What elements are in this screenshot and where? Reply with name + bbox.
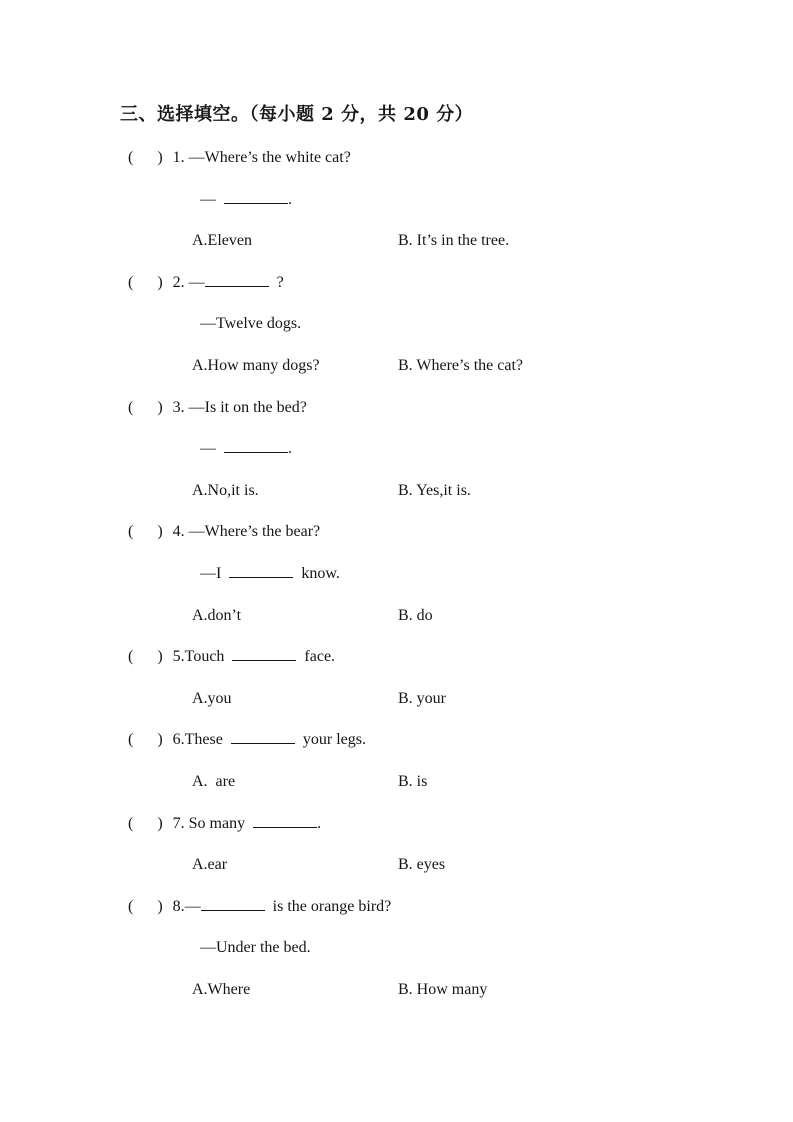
answer-paren-open: ( bbox=[128, 523, 134, 541]
fill-blank bbox=[232, 644, 296, 661]
option-b: B. Yes,it is. bbox=[398, 481, 471, 499]
answer-line bbox=[0, 179, 793, 221]
option-b: B. Where’s the cat? bbox=[398, 356, 523, 374]
answer-paren-close: ) bbox=[157, 897, 163, 915]
option-a: A.don’t bbox=[192, 606, 242, 624]
answer-paren-close: ) bbox=[157, 273, 163, 291]
option-a: A. are bbox=[192, 772, 236, 790]
question-5 bbox=[0, 636, 793, 719]
answer-paren-close: ) bbox=[157, 398, 163, 416]
option-b: B. How many bbox=[398, 980, 488, 998]
option-b: B. is bbox=[398, 772, 428, 790]
question-text: 3. —Is it on the bed? bbox=[172, 398, 307, 416]
options-line bbox=[0, 844, 793, 886]
options-line bbox=[0, 345, 793, 387]
answer-paren-close: ) bbox=[157, 648, 163, 666]
question-8 bbox=[0, 886, 793, 1011]
fill-blank bbox=[205, 270, 269, 287]
options-line bbox=[0, 969, 793, 1011]
question-text: 5.Touch bbox=[172, 648, 233, 666]
question-line bbox=[0, 511, 793, 553]
answer-paren-close: ) bbox=[157, 523, 163, 541]
question-text: . bbox=[317, 814, 322, 832]
question-text: is the orange bird? bbox=[264, 897, 392, 915]
option-a: A.ear bbox=[192, 856, 228, 874]
fill-blank bbox=[253, 811, 317, 828]
answer-text: — bbox=[200, 440, 224, 458]
options-line bbox=[0, 220, 793, 262]
question-6 bbox=[0, 719, 793, 802]
question-4 bbox=[0, 511, 793, 636]
answer-text: . bbox=[288, 440, 292, 458]
option-a: A.No,it is. bbox=[192, 481, 259, 499]
question-7 bbox=[0, 803, 793, 886]
answer-paren-close: ) bbox=[157, 814, 163, 832]
answer-paren-close: ) bbox=[157, 149, 163, 166]
options-line bbox=[0, 761, 793, 803]
option-a: A.How many dogs? bbox=[192, 356, 320, 374]
option-b: B. your bbox=[398, 689, 446, 707]
question-2 bbox=[0, 262, 793, 387]
fill-blank bbox=[224, 436, 288, 453]
question-text: 1. —Where’s the white cat? bbox=[172, 149, 351, 166]
answer-paren-open: ( bbox=[128, 273, 134, 291]
questions-container bbox=[0, 137, 793, 1010]
options-line bbox=[0, 470, 793, 512]
answer-paren-open: ( bbox=[128, 149, 134, 166]
answer-line bbox=[0, 927, 793, 969]
question-line bbox=[0, 719, 793, 761]
answer-text: — bbox=[200, 190, 224, 208]
answer-text: . bbox=[288, 190, 292, 208]
question-text: 4. —Where’s the bear? bbox=[172, 523, 321, 541]
question-text: your legs. bbox=[294, 731, 366, 749]
question-text: face. bbox=[296, 648, 336, 666]
option-a: A.Where bbox=[192, 980, 251, 998]
answer-line bbox=[0, 428, 793, 470]
question-text: 6.These bbox=[172, 731, 231, 749]
question-line bbox=[0, 262, 793, 304]
answer-paren-open: ( bbox=[128, 897, 134, 915]
answer-text: —Twelve dogs. bbox=[200, 315, 302, 333]
answer-line bbox=[0, 303, 793, 345]
question-text: 2. — bbox=[172, 273, 205, 291]
answer-paren-open: ( bbox=[128, 731, 134, 749]
options-line bbox=[0, 678, 793, 720]
fill-blank bbox=[231, 727, 295, 744]
option-b: B. do bbox=[398, 606, 433, 624]
answer-text: know. bbox=[293, 564, 340, 582]
question-text: 8.— bbox=[172, 897, 201, 915]
answer-paren-open: ( bbox=[128, 398, 134, 416]
question-text: ? bbox=[268, 273, 284, 291]
answer-paren-open: ( bbox=[128, 814, 134, 832]
question-text: 7. So many bbox=[172, 814, 254, 832]
question-line bbox=[0, 803, 793, 845]
option-b: B. It’s in the tree. bbox=[398, 232, 510, 250]
option-b: B. eyes bbox=[398, 856, 446, 874]
question-1 bbox=[0, 137, 793, 262]
question-line bbox=[0, 636, 793, 678]
option-a: A.you bbox=[192, 689, 232, 707]
fill-blank bbox=[201, 894, 265, 911]
section-title: 三、选择填空。（每小题 2 分，共 20 分） bbox=[120, 104, 474, 125]
option-a: A.Eleven bbox=[192, 232, 252, 250]
answer-line bbox=[0, 553, 793, 595]
question-3 bbox=[0, 387, 793, 512]
answer-text: —I bbox=[200, 564, 230, 582]
options-line bbox=[0, 595, 793, 637]
answer-text: —Under the bed. bbox=[200, 939, 311, 957]
answer-paren-close: ) bbox=[157, 731, 163, 749]
fill-blank bbox=[229, 561, 293, 578]
fill-blank bbox=[224, 187, 288, 204]
question-line bbox=[0, 886, 793, 928]
question-line bbox=[0, 387, 793, 429]
question-line bbox=[0, 137, 793, 179]
answer-paren-open: ( bbox=[128, 648, 134, 666]
